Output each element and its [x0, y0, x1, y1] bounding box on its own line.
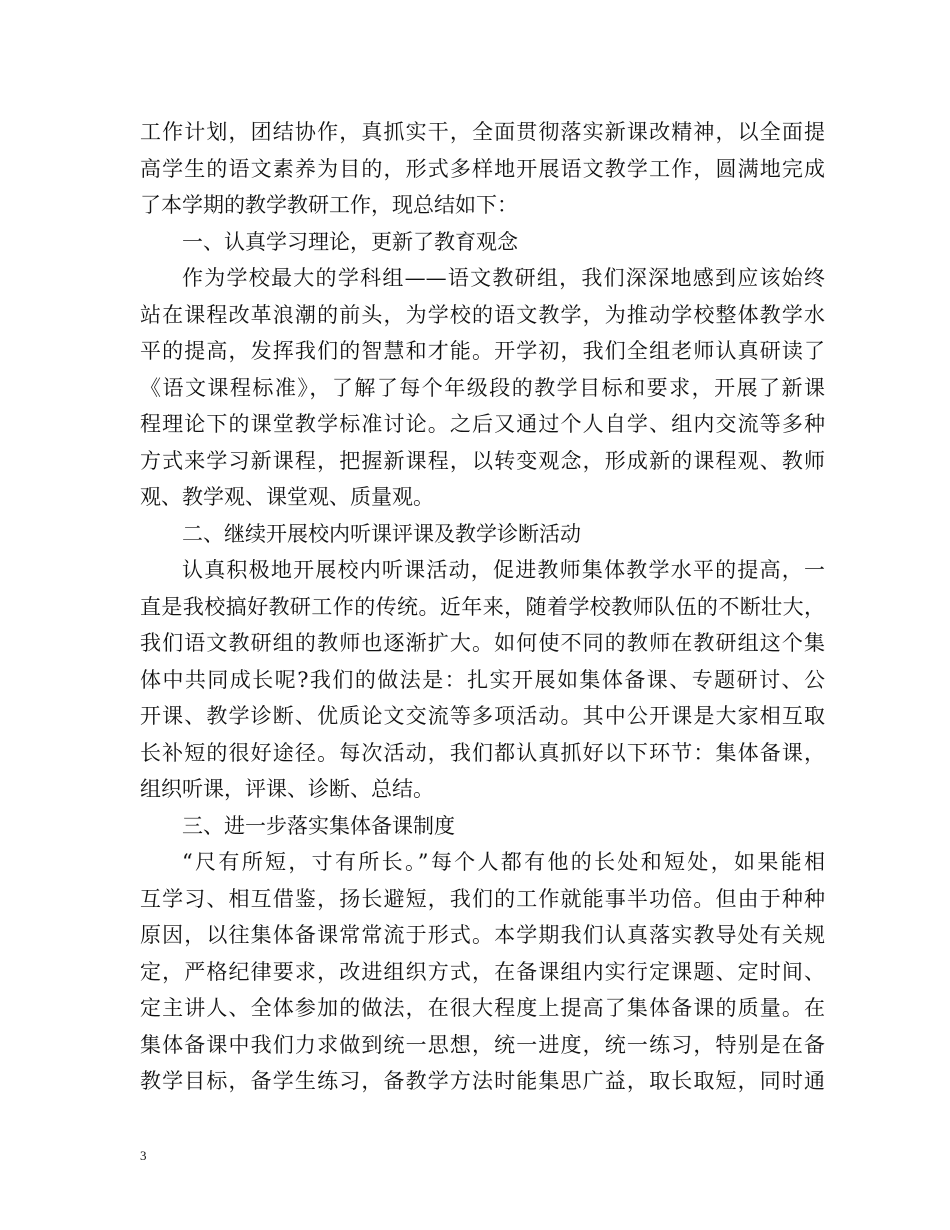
text-line: 三、进一步落实集体备课制度	[182, 813, 455, 838]
text-line: 平的提高，发挥我们的智慧和才能。开学初，我们全组老师认真研读了	[140, 339, 825, 363]
body-text	[140, 114, 825, 1100]
text-line: 体中共同成长呢?我们的做法是：扎实开展如集体备课、专题研讨、公	[140, 667, 825, 692]
text-line: 程理论下的课堂教学标准讨论。之后又通过个人自学、组内交流等多种	[140, 412, 825, 436]
text-line: 二、继续开展校内听课评课及教学诊断活动	[182, 521, 581, 546]
text-line: 定主讲人、全体参加的做法，在很大程度上提高了集体备课的质量。在	[140, 996, 825, 1020]
text-line: 长补短的很好途径。每次活动，我们都认真抓好以下环节：集体备课，	[140, 740, 825, 765]
text-line: 了本学期的教学教研工作，现总结如下：	[140, 193, 518, 217]
text-line: 集体备课中我们力求做到统一思想，统一进度，统一练习，特别是在备	[140, 1032, 825, 1057]
text-line: 教学目标，备学生练习，备教学方法时能集思广益，取长取短，同时通	[140, 1069, 825, 1093]
text-line: 我们语文教研组的教师也逐渐扩大。如何使不同的教师在教研组这个集	[140, 631, 825, 655]
text-line: 《语文课程标准》，了解了每个年级段的教学目标和要求，开展了新课	[140, 375, 825, 400]
text-line: 开课、教学诊断、优质论文交流等多项活动。其中公开课是大家相互取	[140, 704, 825, 728]
text-line: 组织听课，评课、诊断、总结。	[140, 777, 434, 801]
text-line: 原因，以往集体备课常常流于形式。本学期我们认真落实教导处有关规	[140, 923, 825, 947]
text-line: 观、教学观、课堂观、质量观。	[140, 485, 434, 509]
text-line: 高学生的语文素养为目的，形式多样地开展语文教学工作，圆满地完成	[140, 156, 825, 181]
text-line: 作为学校最大的学科组——语文教研组，我们深深地感到应该始终	[182, 266, 825, 290]
text-line: 方式来学习新课程，把握新课程，以转变观念，形成新的课程观、教师	[140, 448, 825, 473]
text-line: 定，严格纪律要求，改进组织方式，在备课组内实行定课题、定时间、	[140, 959, 825, 984]
text-line: 工作计划，团结协作，真抓实干，全面贯彻落实新课改精神，以全面提	[140, 120, 825, 144]
text-line: 认真积极地开展校内听课活动，促进教师集体教学水平的提高，一	[182, 558, 825, 582]
page-number: 3	[140, 1148, 147, 1163]
text-line: 互学习、相互借鉴，扬长避短，我们的工作就能事半功倍。但由于种种	[140, 886, 825, 911]
text-line: 一、认真学习理论，更新了教育观念	[182, 229, 518, 254]
text-line: “尺有所短，寸有所长。”每个人都有他的长处和短处，如果能相	[182, 850, 825, 874]
text-line: 直是我校搞好教研工作的传统。近年来，随着学校教师队伍的不断壮大，	[140, 594, 825, 619]
text-line: 站在课程改革浪潮的前头，为学校的语文教学，为推动学校整体教学水	[140, 302, 825, 327]
